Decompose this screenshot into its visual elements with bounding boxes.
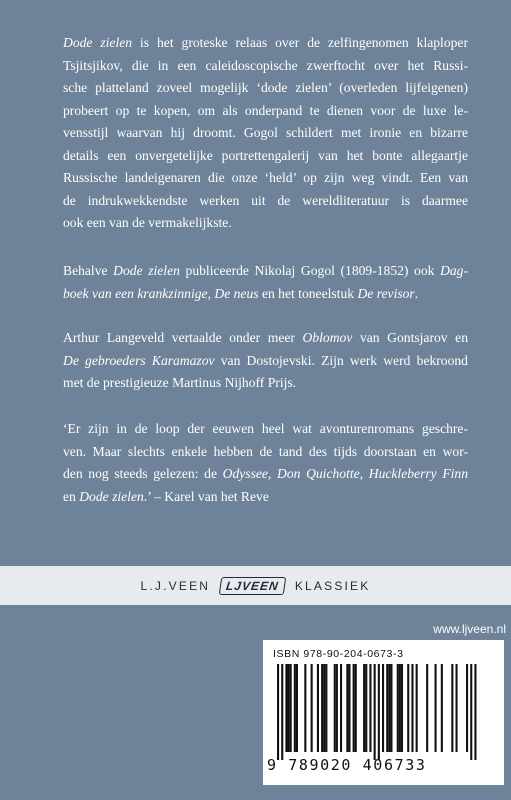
text-segment: sche platteland zoveel mogelijk ‘dode zielen’ (overleden lijfeigenen): [63, 80, 468, 95]
text-segment: Tsjitsjikov, die in een caleidoscopische zwerftocht over het Russi-: [63, 57, 468, 73]
text-segment: Arthur Langeveld vertaalde onder meer: [63, 330, 303, 345]
text-segment: ,: [359, 466, 369, 481]
italic-title: De gebroeders Karamazov: [63, 352, 215, 368]
translator-paragraph: [63, 327, 468, 395]
italic-title: De neus: [214, 285, 259, 301]
text-line: [63, 327, 468, 350]
text-line: [63, 283, 468, 306]
text-line: [63, 418, 468, 441]
text-segment: met de prestigieuze Martinus Nijhoff Prijs.: [63, 375, 297, 390]
text-line: [63, 486, 468, 509]
text-segment: en het toneelstuk: [258, 285, 358, 301]
barcode-bar: [416, 664, 418, 752]
italic-title: De revisor: [357, 285, 415, 301]
text-segment: en: [63, 488, 80, 504]
barcode-bar: [382, 664, 384, 752]
text-line: [63, 212, 468, 235]
text-segment: ven. Maar slechts enkele hebben de tand des tijds doorstaan en wor-: [63, 443, 468, 459]
barcode-bar: [411, 664, 413, 752]
text-segment: de indrukwekkendste werken uit de wereldliteratuur is daarmee: [63, 192, 468, 208]
text-segment: is het groteske relaas over de zelfingenomen klaploper: [132, 35, 468, 50]
barcode-bar: [321, 664, 323, 752]
text-line: [63, 463, 468, 486]
barcode-bar: [346, 664, 348, 752]
barcode-bar: [399, 664, 401, 752]
barcode-bar: [294, 664, 296, 752]
barcode-bar: [456, 664, 458, 752]
barcode-bar: [353, 664, 355, 752]
italic-title: Dode zielen: [113, 263, 180, 278]
barcode-bar: [311, 664, 313, 752]
text-segment: den nog steeds gelezen: de: [63, 466, 223, 481]
text-segment: probeert op te kopen, om als onderpand te dienen voor de luxe le-: [63, 102, 468, 118]
barcode-bar: [340, 664, 342, 752]
text-segment: Russische landeigenaren die onze ‘held’ op zijn weg vindt. Een van: [63, 170, 468, 185]
author-paragraph: [63, 260, 468, 305]
barcode-bar: [288, 664, 290, 752]
publisher-band: [0, 566, 511, 605]
text-line: [63, 77, 468, 100]
text-segment: Behalve: [63, 263, 114, 278]
italic-title: Dode zielen: [79, 488, 144, 504]
italic-title: Huckleberry Finn: [368, 466, 469, 481]
barcode-bar: [363, 664, 365, 752]
barcode-digits: 9 789020 406733: [267, 756, 427, 774]
barcode-bar: [281, 664, 283, 760]
text-line: [63, 190, 468, 213]
barcode-bar: [355, 664, 357, 752]
publisher-logo: LJVEEN: [219, 577, 286, 595]
text-line: [63, 145, 468, 168]
barcode-bar: [386, 664, 388, 752]
barcode-bar: [290, 664, 292, 752]
barcode-bar: [304, 664, 306, 752]
text-segment: details een onvergetelijke portrettengalerij van het bonte allegaartje: [63, 147, 468, 163]
barcode-bar: [277, 664, 279, 760]
text-line: [63, 122, 468, 145]
barcode-bar: [323, 664, 325, 752]
barcode-bar: [474, 664, 476, 760]
text-line: [63, 167, 468, 190]
italic-title: Oblomov: [302, 330, 353, 345]
text-segment: van Dostojevski. Zijn werk werd bekroond: [214, 352, 468, 368]
barcode-bar: [317, 664, 319, 752]
barcode-bar: [451, 664, 453, 752]
barcode-bar: [390, 664, 392, 752]
text-segment: ,: [207, 285, 215, 301]
blurb-paragraph: [63, 32, 468, 235]
text-segment: ,: [267, 466, 277, 481]
text-line: [63, 350, 468, 373]
text-line: [63, 55, 468, 78]
barcode-bar: [441, 664, 443, 752]
text-line: [63, 441, 468, 464]
barcode-bar: [407, 664, 409, 752]
isbn-text: ISBN 978-90-204-0673-3: [273, 648, 404, 660]
text-segment: ‘Er zijn in de loop der eeuwen heel wat avonturenromans geschre-: [63, 421, 468, 436]
barcode-bar: [325, 664, 327, 752]
text-segment: van Gontsjarov en: [352, 330, 469, 345]
barcode-bar: [336, 664, 338, 752]
barcode-bar: [470, 664, 472, 760]
barcode-bar: [348, 664, 350, 752]
series-name: KLASSIEK: [294, 578, 371, 593]
barcode-bar: [365, 664, 367, 752]
text-line: [63, 100, 468, 123]
publisher-url[interactable]: www.ljveen.nl: [433, 622, 506, 636]
text-segment: publiceerde Nikolaj Gogol (1809-1852) ook: [179, 263, 441, 278]
barcode-bars: [277, 664, 491, 764]
italic-title: Dode zielen: [63, 35, 133, 50]
text-segment: .’ – Karel van het Reve: [143, 488, 269, 504]
text-segment: .: [414, 285, 419, 301]
barcode-box: [263, 640, 504, 785]
text-segment: vensstijl waarvan hij droomt. Gogol schildert met ironie en bizarre: [63, 125, 468, 140]
barcode-bar: [466, 664, 468, 752]
publisher-name: L.J.VEEN: [140, 578, 211, 593]
barcode-bar: [388, 664, 390, 752]
barcode-bar: [374, 664, 376, 760]
barcode-bar: [334, 664, 336, 752]
text-line: [63, 372, 468, 395]
quote-paragraph: [63, 418, 468, 508]
barcode-bar: [285, 664, 287, 752]
barcode-bar: [296, 664, 298, 752]
barcode-bar: [378, 664, 380, 760]
text-line: [63, 32, 468, 55]
italic-title: Don Quichotte: [277, 466, 360, 481]
italic-title: boek van een krankzinnige: [63, 285, 208, 301]
barcode-bar: [401, 664, 403, 752]
text-segment: ook een van de vermakelijkste.: [63, 215, 232, 230]
text-line: [63, 260, 468, 283]
barcode-bar: [369, 664, 371, 752]
italic-title: Odyssee: [222, 466, 268, 481]
italic-title: Dag-: [440, 263, 469, 278]
barcode-bar: [435, 664, 437, 752]
barcode-bar: [397, 664, 399, 752]
barcode-bar: [426, 664, 428, 752]
